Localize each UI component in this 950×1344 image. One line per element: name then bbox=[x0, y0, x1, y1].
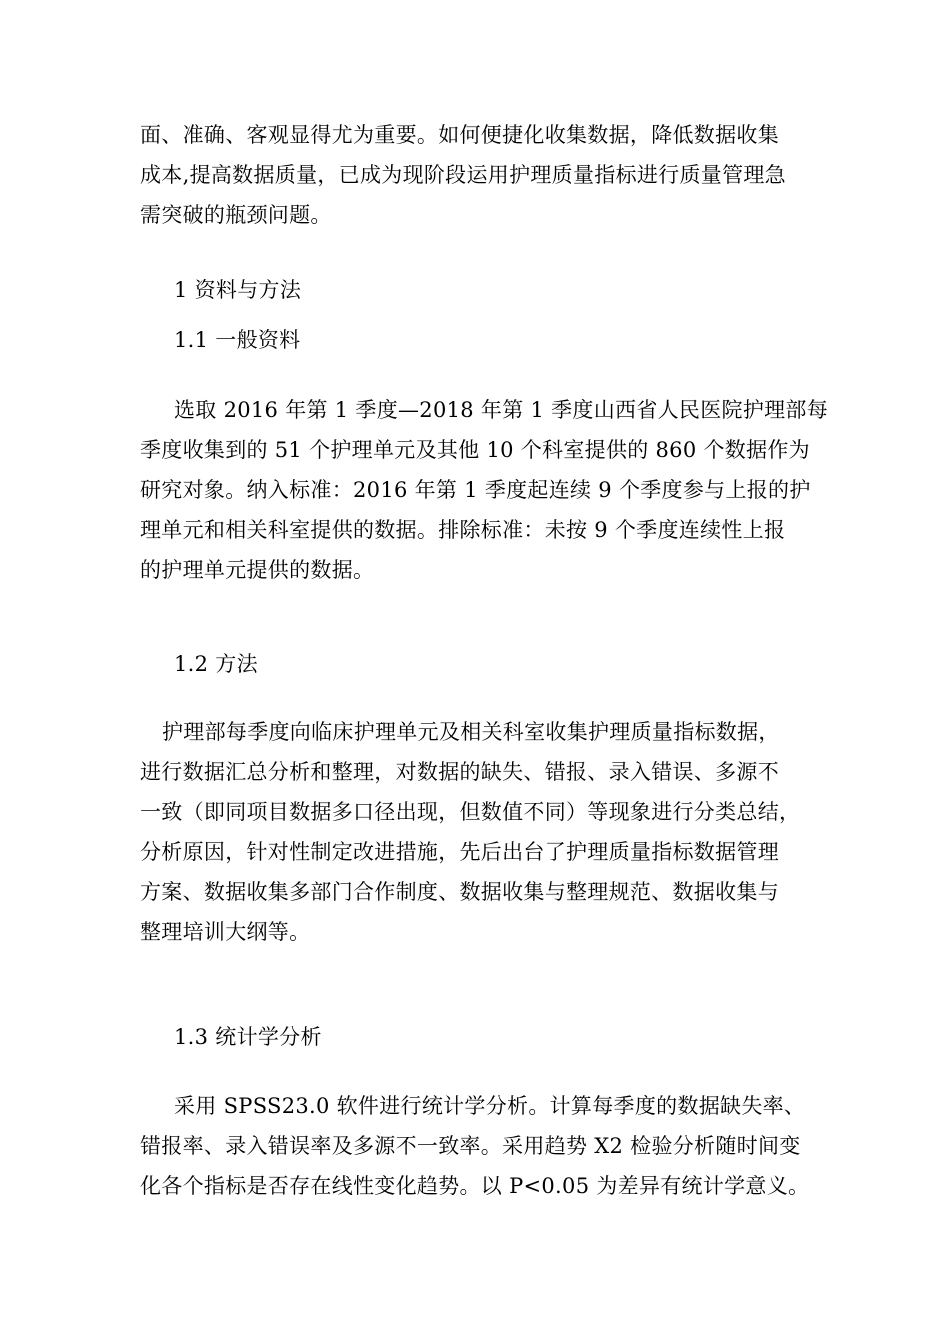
text-line: 需突破的瓶颈问题。 bbox=[140, 203, 332, 227]
text-line: 成本,提高数据质量，已成为现阶段运用护理质量指标进行质量管理急 bbox=[140, 163, 786, 187]
text-line: 护理部每季度向临床护理单元及相关科室收集护理质量指标数据， bbox=[162, 720, 780, 744]
text-line: 选取 2016 年第 1 季度—2018 年第 1 季度山西省人民医院护理部每 bbox=[174, 398, 829, 422]
text-line: 错报率、录入错误率及多源不一致率。采用趋势 X2 检验分析随时间变 bbox=[140, 1134, 801, 1158]
text-line: 分析原因，针对性制定改进措施，先后出台了护理质量指标数据管理 bbox=[140, 840, 779, 864]
text-line: 进行数据汇总分析和整理，对数据的缺失、错报、录入错误、多源不 bbox=[140, 760, 779, 784]
text-line: 理单元和相关科室提供的数据。排除标准：未按 9 个季度连续性上报 bbox=[140, 518, 786, 542]
section-1-1-paragraph bbox=[140, 390, 829, 590]
text-line: 面、准确、客观显得尤为重要。如何便捷化收集数据，降低数据收集 bbox=[140, 123, 779, 147]
section-1-1-heading: 1.1 一般资料 bbox=[174, 328, 301, 352]
intro-paragraph bbox=[140, 115, 820, 235]
section-1-heading: 1 资料与方法 bbox=[174, 278, 302, 302]
section-1-3-heading: 1.3 统计学分析 bbox=[174, 1025, 322, 1049]
section-1-2-paragraph bbox=[140, 712, 820, 952]
text-line: 的护理单元提供的数据。 bbox=[140, 558, 375, 582]
text-line: 一致（即同项目数据多口径出现，但数值不同）等现象进行分类总结， bbox=[140, 800, 801, 824]
text-line: 整理培训大纲等。 bbox=[140, 920, 311, 944]
text-line: 采用 SPSS23.0 软件进行统计学分析。计算每季度的数据缺失率、 bbox=[174, 1094, 806, 1118]
section-1-2-heading: 1.2 方法 bbox=[174, 652, 258, 676]
text-line: 化各个指标是否存在线性变化趋势。以 P<0.05 为差异有统计学意义。 bbox=[140, 1174, 810, 1198]
text-line: 方案、数据收集多部门合作制度、数据收集与整理规范、数据收集与 bbox=[140, 880, 779, 904]
text-line: 季度收集到的 51 个护理单元及其他 10 个科室提供的 860 个数据作为 bbox=[140, 438, 810, 462]
section-1-3-paragraph bbox=[140, 1086, 820, 1206]
text-line: 研究对象。纳入标准：2016 年第 1 季度起连续 9 个季度参与上报的护 bbox=[140, 478, 811, 502]
